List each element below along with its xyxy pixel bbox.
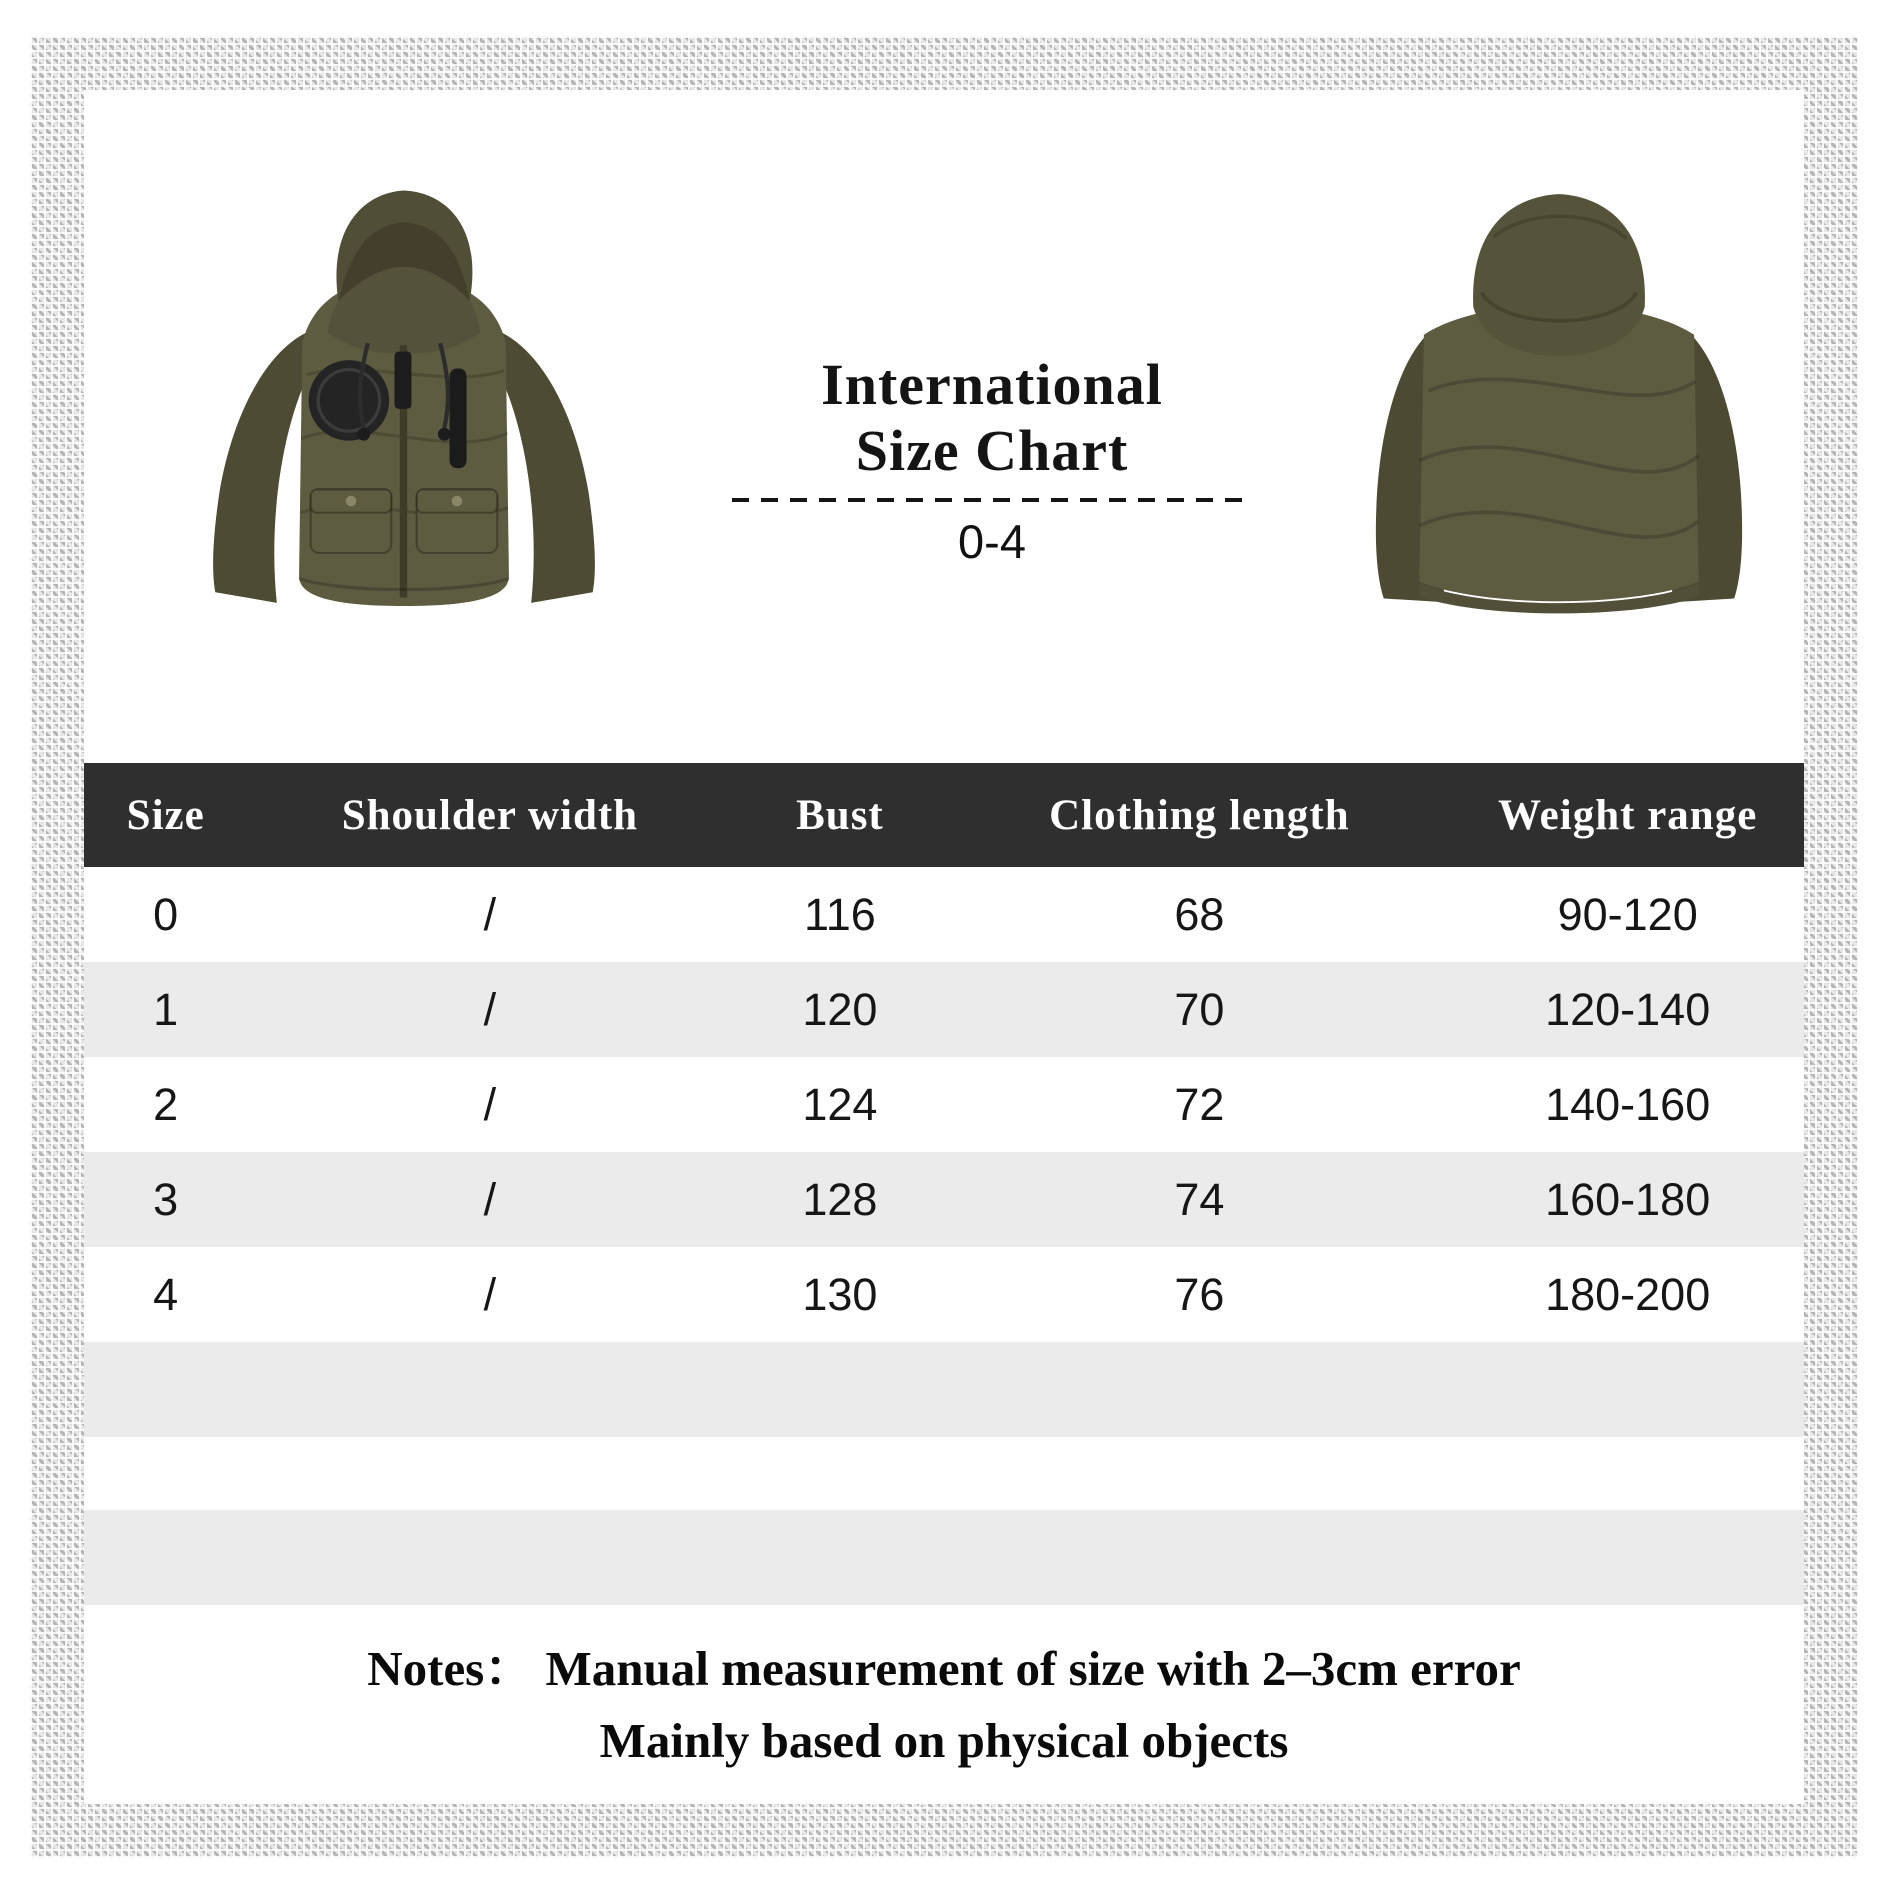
olive-puffer-jacket-front-image <box>192 160 616 628</box>
table-cell: 130 <box>802 1268 878 1320</box>
table-cell: 180-200 <box>1545 1268 1711 1320</box>
table-row <box>84 1057 1804 1152</box>
table-cell: 3 <box>153 1173 179 1225</box>
table-cell: 74 <box>1174 1173 1225 1225</box>
table-cell: / <box>483 1078 497 1130</box>
table-row <box>84 962 1804 1057</box>
table-body <box>84 867 1804 1605</box>
column-header: Weight range <box>1498 791 1758 839</box>
dashed-divider <box>732 498 1252 502</box>
table-cell: 4 <box>153 1268 179 1320</box>
table-cell: 76 <box>1174 1268 1225 1320</box>
table-cell: 120 <box>802 983 878 1035</box>
title-line-1: International <box>821 352 1163 417</box>
table-row <box>84 1152 1804 1247</box>
size-chart-title-block <box>732 352 1252 569</box>
table-cell: 70 <box>1174 983 1225 1035</box>
table-cell: / <box>483 983 497 1035</box>
table-cell: 140-160 <box>1545 1078 1711 1130</box>
table-cell: 160-180 <box>1545 1173 1711 1225</box>
size-table <box>84 763 1804 1605</box>
table-cell: 90-120 <box>1557 888 1698 940</box>
column-header: Shoulder width <box>341 791 639 839</box>
empty-table-row <box>84 1342 1804 1437</box>
table-cell: 128 <box>802 1173 878 1225</box>
table-cell: 124 <box>802 1078 878 1130</box>
table-cell: 68 <box>1174 888 1225 940</box>
table-row <box>84 1247 1804 1342</box>
size-range-label: 0-4 <box>958 515 1026 568</box>
table-cell: / <box>483 888 497 940</box>
table-cell: 116 <box>804 888 876 940</box>
product-photo-back <box>1354 160 1764 640</box>
notes-line-1: Notes： Manual measurement of size with 2–3cm error <box>367 1641 1521 1696</box>
table-cell: 1 <box>153 983 179 1035</box>
table-cell: 72 <box>1174 1078 1225 1130</box>
table-header-row <box>84 763 1804 867</box>
notes-line-2: Mainly based on physical objects <box>599 1713 1289 1768</box>
table-cell: 120-140 <box>1545 983 1711 1035</box>
content-area <box>84 90 1804 1804</box>
empty-table-row <box>84 1437 1804 1510</box>
empty-table-row <box>84 1510 1804 1605</box>
notes-block <box>84 1633 1804 1777</box>
table-cell: / <box>483 1268 497 1320</box>
table-row <box>84 867 1804 962</box>
table-cell: / <box>483 1173 497 1225</box>
woven-border-frame <box>30 36 1858 1858</box>
column-header: Bust <box>796 791 884 839</box>
column-header: Clothing length <box>1049 791 1350 839</box>
table-cell: 2 <box>153 1078 179 1130</box>
product-photo-front <box>192 160 616 628</box>
title-line-2: Size Chart <box>855 418 1129 483</box>
olive-puffer-jacket-back-image <box>1354 160 1764 640</box>
column-header: Size <box>126 791 205 839</box>
table-cell: 0 <box>153 888 179 940</box>
